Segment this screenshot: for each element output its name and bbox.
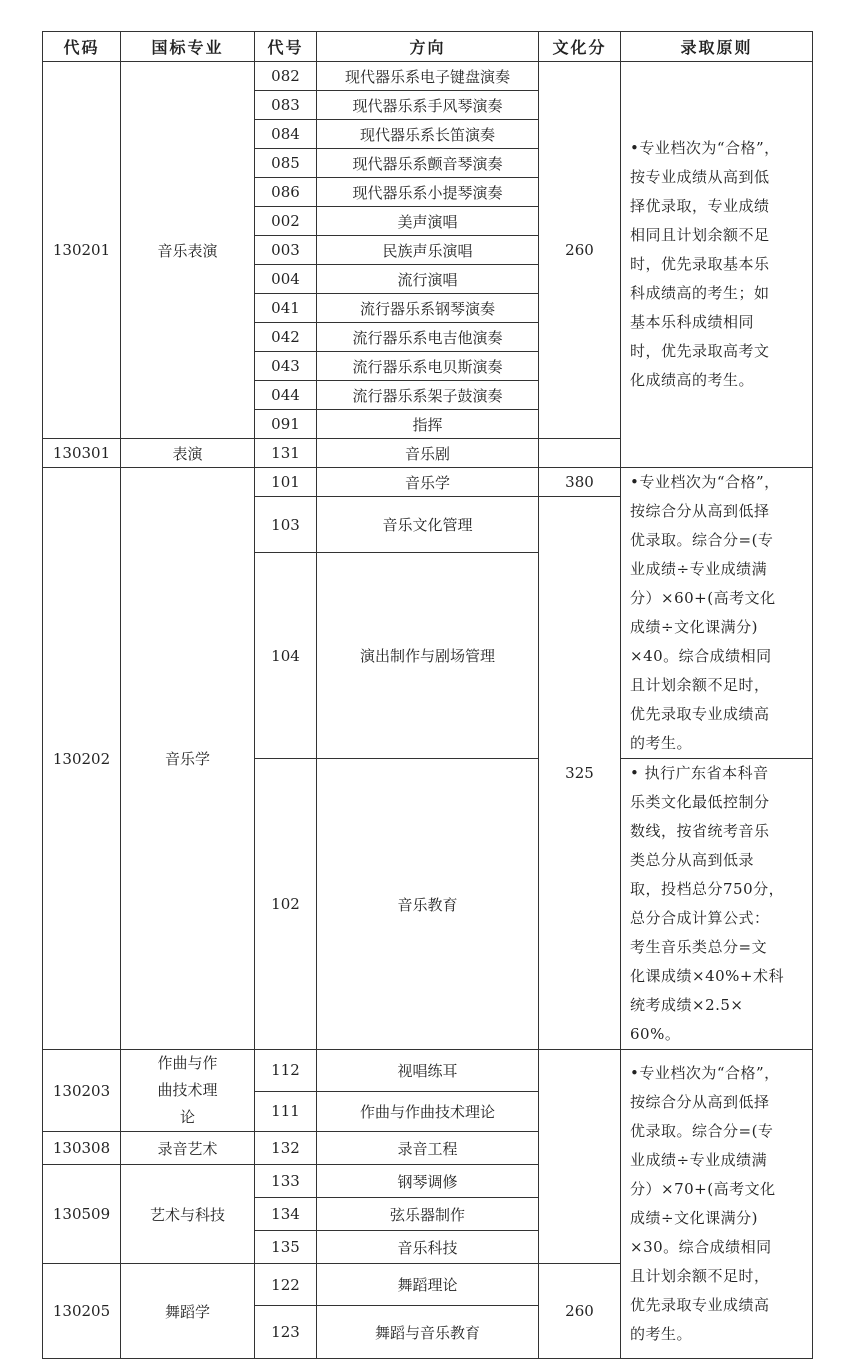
- direction-cell: 钢琴调修: [317, 1165, 539, 1198]
- admission-principle-cell: •专业档次为“合格”， 按综合分从高到低择 优录取。综合分=(专 业成绩÷专业成绩满 分）×60+(高考文化 成绩÷文化课满分) ×40。综合成绩相同 且计划余额不足时， 优先录取专业成绩高 的考生。: [621, 468, 813, 759]
- dir-code-cell: 112: [255, 1050, 317, 1092]
- culture-score-cell: 260: [539, 62, 621, 439]
- direction-cell: 舞蹈理论: [317, 1264, 539, 1306]
- major-cell: 艺术与科技: [121, 1165, 255, 1264]
- direction-cell: 作曲与作曲技术理论: [317, 1091, 539, 1131]
- header-row: [43, 32, 813, 62]
- code-cell: 130308: [43, 1132, 121, 1165]
- dir-code-cell: 123: [255, 1306, 317, 1359]
- direction-cell: 现代器乐系小提琴演奏: [317, 178, 539, 207]
- code-cell: 130301: [43, 439, 121, 468]
- culture-score-cell: [539, 1132, 621, 1165]
- direction-cell: 现代器乐系电子键盘演奏: [317, 62, 539, 91]
- direction-cell: 音乐教育: [317, 759, 539, 1050]
- header-code: 代码: [43, 32, 121, 62]
- code-cell: 130509: [43, 1165, 121, 1264]
- direction-cell: 视唱练耳: [317, 1050, 539, 1092]
- direction-cell: 演出制作与剧场管理: [317, 553, 539, 759]
- header-direction: 方向: [317, 32, 539, 62]
- header-principle: 录取原则: [621, 32, 813, 62]
- dir-code-cell: 086: [255, 178, 317, 207]
- header-dir-code: 代号: [255, 32, 317, 62]
- dir-code-cell: 084: [255, 120, 317, 149]
- culture-score-cell: [539, 439, 621, 468]
- direction-cell: 流行器乐系电吉他演奏: [317, 323, 539, 352]
- culture-score-cell: 325: [539, 497, 621, 1050]
- dir-code-cell: 002: [255, 207, 317, 236]
- dir-code-cell: 004: [255, 265, 317, 294]
- dir-code-cell: 091: [255, 410, 317, 439]
- dir-code-cell: 135: [255, 1231, 317, 1264]
- admission-principle-cell: •专业档次为“合格”， 按专业成绩从高到低 择优录取，专业成绩 相同且计划余额不足 时，优先录取基本乐 科成绩高的考生；如 基本乐科成绩相同 时，优先录取高考文 化成绩高的考生。: [621, 62, 813, 468]
- code-cell: 130202: [43, 468, 121, 1050]
- dir-code-cell: 103: [255, 497, 317, 553]
- dir-code-cell: 042: [255, 323, 317, 352]
- dir-code-cell: 043: [255, 352, 317, 381]
- direction-cell: 现代器乐系颤音琴演奏: [317, 149, 539, 178]
- direction-cell: 流行器乐系钢琴演奏: [317, 294, 539, 323]
- direction-cell: 弦乐器制作: [317, 1198, 539, 1231]
- admission-principle-cell: • 执行广东省本科音 乐类文化最低控制分 数线，按省统考音乐 类总分从高到低录 取，投档总分750分， 总分合成计算公式： 考生音乐类总分=文 化课成绩×40%+术科 统考成绩×2.5× 60%。: [621, 759, 813, 1050]
- dir-code-cell: 133: [255, 1165, 317, 1198]
- culture-score-cell: 380: [539, 468, 621, 497]
- major-cell: 作曲与作曲技术理论: [121, 1050, 255, 1132]
- direction-cell: 民族声乐演唱: [317, 236, 539, 265]
- table-row: [43, 62, 813, 91]
- dir-code-cell: 122: [255, 1264, 317, 1306]
- direction-cell: 现代器乐系手风琴演奏: [317, 91, 539, 120]
- dir-code-cell: 134: [255, 1198, 317, 1231]
- major-cell: 录音艺术: [121, 1132, 255, 1165]
- dir-code-cell: 044: [255, 381, 317, 410]
- code-cell: 130205: [43, 1264, 121, 1359]
- admissions-table: [42, 31, 813, 1359]
- direction-cell: 流行器乐系架子鼓演奏: [317, 381, 539, 410]
- header-major: 国标专业: [121, 32, 255, 62]
- direction-cell: 美声演唱: [317, 207, 539, 236]
- dir-code-cell: 085: [255, 149, 317, 178]
- direction-cell: 音乐文化管理: [317, 497, 539, 553]
- direction-cell: 流行演唱: [317, 265, 539, 294]
- direction-cell: 音乐学: [317, 468, 539, 497]
- dir-code-cell: 082: [255, 62, 317, 91]
- dir-code-cell: 003: [255, 236, 317, 265]
- dir-code-cell: 111: [255, 1091, 317, 1131]
- table-row: [43, 468, 813, 497]
- major-cell: 表演: [121, 439, 255, 468]
- dir-code-cell: 104: [255, 553, 317, 759]
- major-cell: 音乐表演: [121, 62, 255, 439]
- dir-code-cell: 131: [255, 439, 317, 468]
- admission-principle-cell: •专业档次为“合格”， 按综合分从高到低择 优录取。综合分=(专 业成绩÷专业成绩满 分）×70+(高考文化 成绩÷文化课满分) ×30。综合成绩相同 且计划余额不足时， 优先录取专业成绩高 的考生。: [621, 1050, 813, 1359]
- code-cell: 130203: [43, 1050, 121, 1132]
- dir-code-cell: 101: [255, 468, 317, 497]
- direction-cell: 音乐科技: [317, 1231, 539, 1264]
- direction-cell: 指挥: [317, 410, 539, 439]
- culture-score-cell: 260: [539, 1264, 621, 1359]
- major-cell: 音乐学: [121, 468, 255, 1050]
- direction-cell: 录音工程: [317, 1132, 539, 1165]
- direction-cell: 音乐剧: [317, 439, 539, 468]
- culture-score-cell: [539, 1231, 621, 1264]
- dir-code-cell: 132: [255, 1132, 317, 1165]
- direction-cell: 流行器乐系电贝斯演奏: [317, 352, 539, 381]
- culture-score-cell: [539, 1091, 621, 1131]
- header-culture-score: 文化分: [539, 32, 621, 62]
- direction-cell: 现代器乐系长笛演奏: [317, 120, 539, 149]
- culture-score-cell: [539, 1198, 621, 1231]
- dir-code-cell: 041: [255, 294, 317, 323]
- culture-score-cell: [539, 1050, 621, 1092]
- table-row: [43, 1050, 813, 1092]
- code-cell: 130201: [43, 62, 121, 439]
- dir-code-cell: 102: [255, 759, 317, 1050]
- dir-code-cell: 083: [255, 91, 317, 120]
- direction-cell: 舞蹈与音乐教育: [317, 1306, 539, 1359]
- culture-score-cell: [539, 1165, 621, 1198]
- major-cell: 舞蹈学: [121, 1264, 255, 1359]
